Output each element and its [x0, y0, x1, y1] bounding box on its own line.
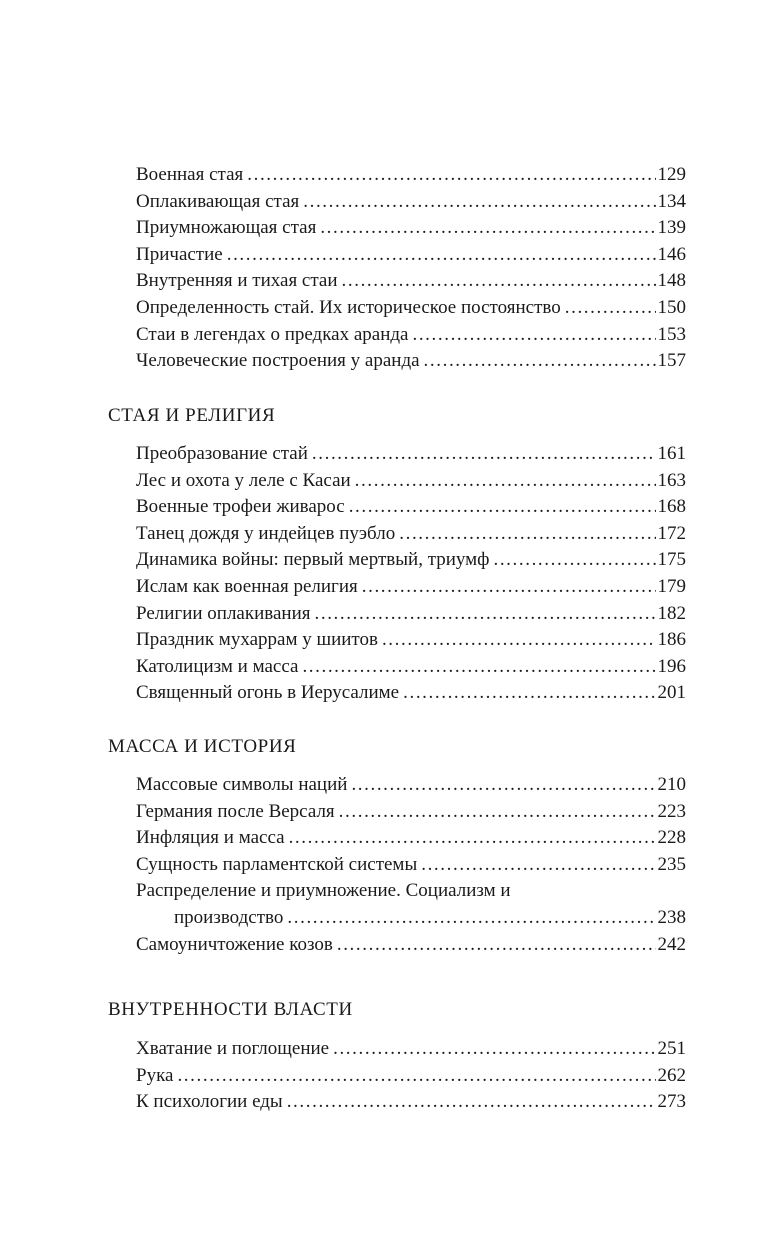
toc-entry-page: 139	[657, 217, 686, 239]
toc-entry-page: 157	[657, 350, 686, 372]
toc-entry-page: 196	[657, 655, 686, 677]
toc-entry-title: Инфляция и масса	[136, 827, 285, 849]
toc-entry-title: Религии оплакивания	[136, 602, 311, 624]
toc-entry[interactable]	[136, 215, 686, 242]
dot-leader	[399, 521, 655, 548]
section-heading: ВНУТРЕННОСТИ ВЛАСТИ	[108, 999, 353, 1020]
toc-entry-page: 182	[657, 602, 686, 624]
toc-entry[interactable]	[136, 547, 686, 574]
toc-entry-page: 228	[657, 827, 686, 849]
toc-entry[interactable]	[136, 322, 686, 349]
toc-entry[interactable]	[136, 1036, 686, 1063]
dot-leader	[247, 162, 655, 189]
toc-entry-page: 179	[657, 575, 686, 597]
toc-entry-title: Германия после Версаля	[136, 800, 335, 822]
toc-entry-title: Приумножающая стая	[136, 217, 317, 239]
toc-entry-page: 175	[657, 549, 686, 571]
toc-entry-title: Причастие	[136, 243, 223, 265]
toc-entry-page: 150	[657, 296, 686, 318]
toc-group-religion	[136, 441, 686, 707]
dot-leader	[339, 799, 656, 826]
toc-entry-page: 273	[657, 1091, 686, 1113]
toc-entry-title: Рука	[136, 1064, 174, 1086]
section-heading: МАССА И ИСТОРИЯ	[108, 736, 297, 757]
dot-leader	[320, 215, 655, 242]
toc-entry[interactable]	[136, 348, 686, 375]
toc-entry-title: Массовые символы наций	[136, 774, 348, 795]
dot-leader	[421, 852, 655, 879]
toc-entry[interactable]	[136, 852, 686, 879]
section-heading: СТАЯ И РЕЛИГИЯ	[108, 405, 276, 426]
toc-entry-page: 129	[657, 164, 686, 185]
toc-entry-title: Человеческие построения у аранда	[136, 350, 420, 372]
toc-entry-page: 134	[657, 190, 686, 212]
toc-entry[interactable]	[136, 1089, 686, 1116]
toc-entry-title: Праздник мухаррам у шиитов	[136, 629, 378, 651]
toc-entry[interactable]	[136, 1063, 686, 1090]
toc-entry-title: Священный огонь в Иерусалиме	[136, 682, 400, 704]
toc-entry-title: Военная стая	[136, 164, 244, 185]
toc-entry[interactable]	[136, 627, 686, 654]
dot-leader	[355, 468, 656, 495]
toc-entry-title-continuation: производство	[174, 906, 284, 928]
toc-group-history	[136, 772, 686, 958]
toc-entry[interactable]	[136, 268, 686, 295]
toc-entry-page: 223	[657, 800, 686, 822]
toc-entry[interactable]	[136, 295, 686, 322]
toc-entry-title: Стаи в легендах о предках аранда	[136, 323, 409, 345]
dot-leader	[312, 441, 656, 468]
toc-entry[interactable]	[136, 932, 686, 959]
toc-entry-title: Самоуничтожение козов	[136, 933, 333, 955]
toc-group-stai	[136, 162, 686, 375]
toc-entry[interactable]	[136, 494, 686, 521]
dot-leader	[315, 601, 656, 628]
dot-leader	[565, 295, 656, 322]
toc-entry-page: 201	[657, 682, 686, 704]
toc-entry-title: Оплакивающая стая	[136, 190, 300, 212]
toc-entry[interactable]	[136, 878, 686, 931]
toc-entry-page: 163	[657, 469, 686, 491]
toc-entry[interactable]	[136, 574, 686, 601]
toc-entry-title: Динамика войны: первый мертвый, триумф	[136, 549, 490, 571]
toc-entry-page: 262	[657, 1064, 686, 1086]
toc-entry-page: 148	[657, 270, 686, 292]
toc-entry-page: 251	[657, 1038, 686, 1059]
toc-entry[interactable]	[136, 521, 686, 548]
toc-entry[interactable]	[136, 601, 686, 628]
dot-leader	[333, 1036, 655, 1063]
toc-entry-title: Католицизм и масса	[136, 655, 299, 677]
dot-leader	[177, 1063, 655, 1090]
toc-entry-page: 235	[657, 853, 686, 875]
toc-entry-page: 242	[657, 933, 686, 955]
toc-entry[interactable]	[136, 772, 686, 799]
toc-entry[interactable]	[136, 654, 686, 681]
toc-entry[interactable]	[136, 162, 686, 189]
toc-entry-page: 146	[657, 243, 686, 265]
dot-leader	[424, 348, 656, 375]
toc-entry[interactable]	[136, 468, 686, 495]
toc-entry-page: 172	[657, 522, 686, 544]
dot-leader	[362, 574, 656, 601]
toc-entry-title: Военные трофеи живарос	[136, 496, 345, 518]
dot-leader	[227, 242, 656, 269]
toc-entry-title: Лес и охота у леле с Касаи	[136, 469, 351, 491]
toc-entry-page: 210	[657, 774, 686, 795]
dot-leader	[403, 680, 655, 707]
dot-leader	[493, 547, 655, 574]
toc-entry-title: Ислам как военная религия	[136, 575, 358, 597]
toc-entry-title: Внутренняя и тихая стаи	[136, 270, 338, 292]
dot-leader	[302, 654, 655, 681]
dot-leader	[287, 1089, 656, 1116]
toc-entry-title: Хватание и поглощение	[136, 1038, 330, 1059]
toc-entry[interactable]	[136, 242, 686, 269]
toc-entry-title: Сущность парламентской системы	[136, 853, 418, 875]
toc-entry-title: Преобразование стай	[136, 443, 308, 464]
toc-entry-title: Танец дождя у индейцев пуэбло	[136, 522, 396, 544]
toc-entry[interactable]	[136, 441, 686, 468]
toc-entry-page: 153	[657, 323, 686, 345]
dot-leader	[349, 494, 656, 521]
toc-entry-title: Определенность стай. Их историческое постоянство	[136, 296, 561, 318]
toc-entry-page: 161	[657, 443, 686, 464]
dot-leader	[337, 932, 656, 959]
toc-entry[interactable]	[136, 680, 686, 707]
toc-group-power	[136, 1036, 686, 1116]
dot-leader	[303, 189, 655, 216]
toc-entry[interactable]	[136, 825, 686, 852]
dot-leader	[287, 905, 655, 932]
toc-entry-page: 186	[657, 629, 686, 651]
toc-entry[interactable]	[136, 189, 686, 216]
toc-entry-title: Распределение и приумножение. Социализм и	[136, 880, 511, 902]
toc-entry-title: К психологии еды	[136, 1091, 283, 1113]
dot-leader	[382, 627, 656, 654]
dot-leader	[412, 322, 655, 349]
toc-entry[interactable]	[136, 799, 686, 826]
dot-leader	[289, 825, 656, 852]
toc-entry-page: 168	[657, 496, 686, 518]
dot-leader	[351, 772, 655, 799]
dot-leader	[342, 268, 656, 295]
toc-entry-page: 238	[657, 906, 686, 928]
